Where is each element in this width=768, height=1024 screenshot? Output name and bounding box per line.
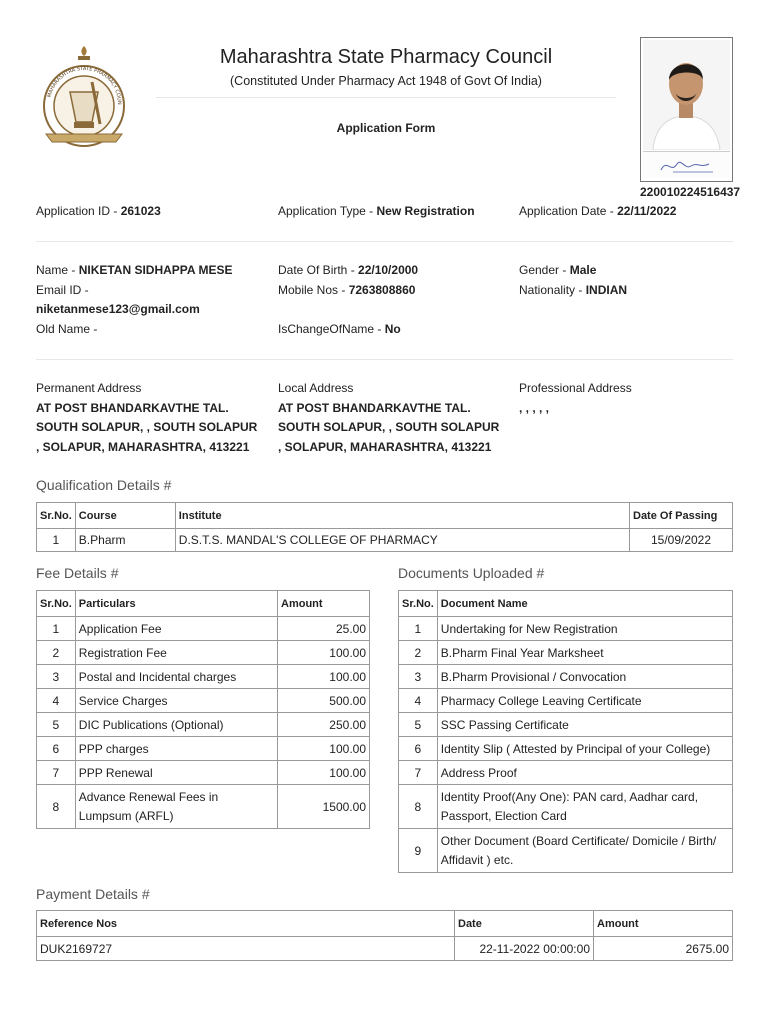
table-row: 9 Other Document (Board Certificate/ Domicile / Birth/ Affidavit ) etc. — [399, 829, 733, 873]
local-address: Local Address AT POST BHANDARKAVTHE TAL. SOUTH SOLAPUR, , SOUTH SOLAPUR , SOLAPUR, MAHARASHTRA, 413221 — [278, 381, 500, 454]
application-type: Application Type - New Registration — [278, 204, 475, 218]
column-header: Particulars — [75, 591, 277, 617]
column-header: Sr.No. — [37, 591, 76, 617]
table-row: 1 Undertaking for New Registration — [399, 617, 733, 641]
payment-table — [36, 910, 733, 961]
signature-image — [643, 151, 730, 178]
mobile-field: Mobile Nos - 7263808860 — [278, 282, 416, 297]
table-row: 2 Registration Fee 100.00 — [37, 641, 370, 665]
application-id: Application ID - 261023 — [36, 204, 161, 218]
email-value: niketanmese123@gmail.com — [36, 302, 200, 316]
table-row: 2 B.Pharm Final Year Marksheet — [399, 641, 733, 665]
documents-title: Documents Uploaded # — [398, 565, 545, 581]
registration-number: 220010224516437 — [640, 185, 741, 199]
name-field: Name - NIKETAN SIDHAPPA MESE — [36, 263, 233, 277]
table-row: 5 SSC Passing Certificate — [399, 713, 733, 737]
documents-table — [398, 590, 733, 873]
table-row: 7 Address Proof — [399, 761, 733, 785]
change-of-name-field: IsChangeOfName - No — [278, 321, 401, 336]
column-header: Document Name — [437, 591, 732, 617]
table-row: 3 B.Pharm Provisional / Convocation — [399, 665, 733, 689]
email-field: Email ID - — [36, 282, 89, 297]
divider — [36, 241, 733, 242]
fee-details-title: Fee Details # — [36, 565, 119, 581]
table-row: 1 B.Pharm D.S.T.S. MANDAL'S COLLEGE OF PHARMACY 15/09/2022 — [37, 529, 733, 552]
payment-title: Payment Details # — [36, 886, 150, 902]
personal-col-3 — [519, 261, 733, 300]
title-divider — [156, 97, 616, 98]
table-row: 4 Service Charges 500.00 — [37, 689, 370, 713]
table-row: 1 Application Fee 25.00 — [37, 617, 370, 641]
qualification-table — [36, 502, 733, 552]
column-header: Reference Nos — [37, 911, 455, 937]
table-row: 6 Identity Slip ( Attested by Principal of your College) — [399, 737, 733, 761]
table-row: 8 Advance Renewal Fees in Lumpsum (ARFL) 1500.00 — [37, 785, 370, 829]
column-header: Sr.No. — [399, 591, 438, 617]
logo-ring-text: MAHARASHTRA STATE PHARMACY COUN — [46, 65, 123, 105]
table-row: 4 Pharmacy College Leaving Certificate — [399, 689, 733, 713]
column-header: Date — [455, 911, 594, 937]
old-name-field: Old Name - — [36, 321, 98, 336]
council-subtitle: (Constituted Under Pharmacy Act 1948 of Govt Of India) — [230, 74, 542, 88]
column-header: Institute — [175, 503, 629, 529]
column-header: Course — [75, 503, 175, 529]
dob-field: Date Of Birth - 22/10/2000 — [278, 263, 419, 277]
column-header: Amount — [594, 911, 733, 937]
table-row: 5 DIC Publications (Optional) 250.00 — [37, 713, 370, 737]
council-logo — [40, 42, 128, 152]
council-name: Maharashtra State Pharmacy Council — [219, 46, 553, 68]
table-row: 8 Identity Proof(Any One): PAN card, Aadhar card, Passport, Election Card — [399, 785, 733, 829]
personal-col-1 — [36, 261, 276, 339]
fee-table — [36, 590, 370, 829]
applicant-photo — [640, 37, 733, 182]
column-header: Sr.No. — [37, 503, 76, 529]
table-row: 6 PPP charges 100.00 — [37, 737, 370, 761]
column-header: Date Of Passing — [630, 503, 733, 529]
gender-field: Gender - Male — [519, 263, 597, 277]
table-row: 7 PPP Renewal 100.00 — [37, 761, 370, 785]
nationality-field: Nationality - INDIAN — [519, 282, 628, 297]
table-row: 3 Postal and Incidental charges 100.00 — [37, 665, 370, 689]
column-header: Amount — [278, 591, 370, 617]
permanent-address: Permanent Address AT POST BHANDARKAVTHE TAL. SOUTH SOLAPUR, , SOUTH SOLAPUR , SOLAPUR, MAHARASHTRA, 413221 — [36, 381, 258, 454]
divider — [36, 359, 733, 360]
qualification-title: Qualification Details # — [36, 477, 172, 493]
table-row: DUK2169727 22-11-2022 00:00:00 2675.00 — [37, 937, 733, 961]
form-title: Application Form — [336, 121, 436, 135]
application-date: Application Date - 22/11/2022 — [519, 204, 677, 218]
personal-col-2 — [278, 261, 518, 339]
professional-address: Professional Address , , , , , — [519, 381, 632, 415]
